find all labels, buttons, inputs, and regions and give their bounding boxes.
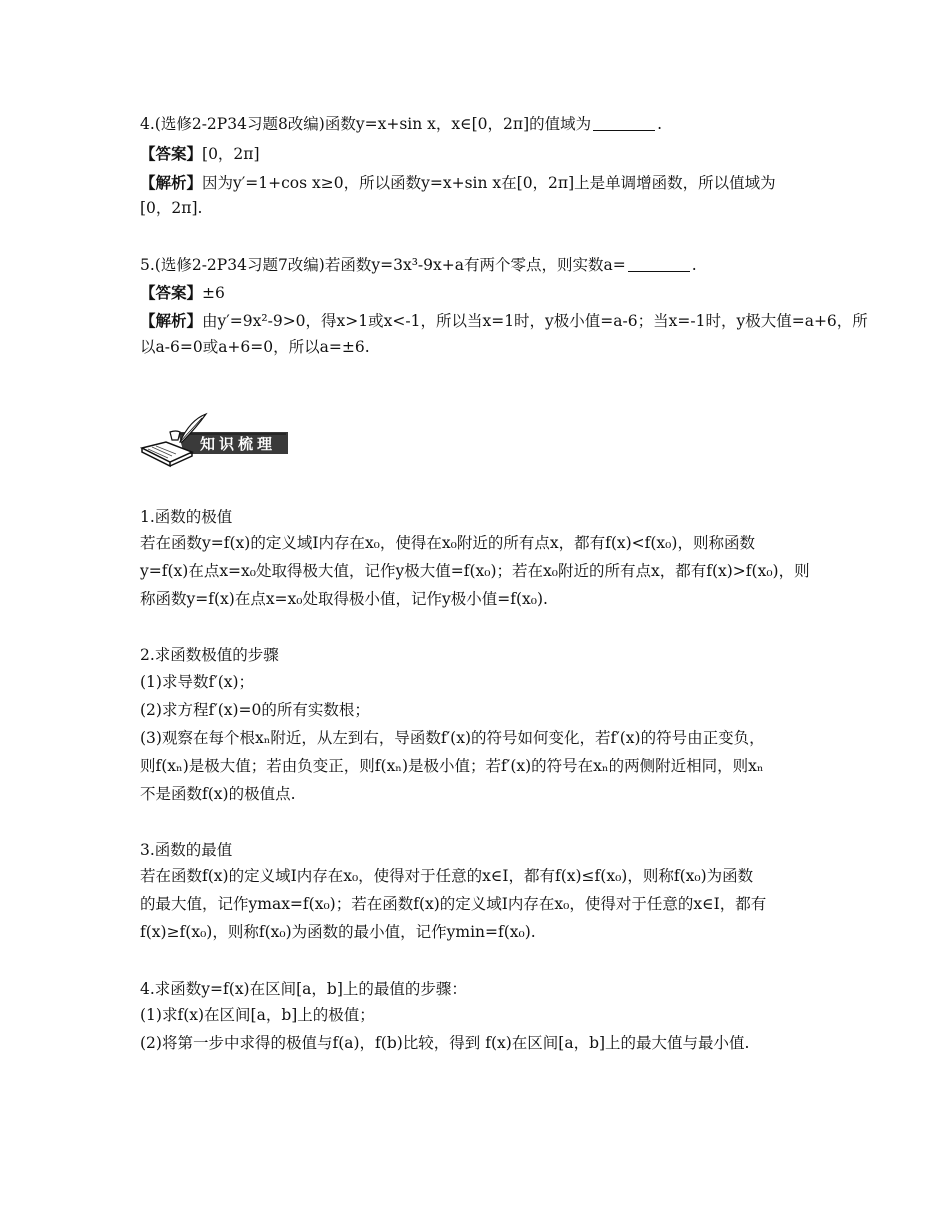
knowledge-2-line: (1)求导数f′(x)； [140, 673, 255, 691]
answer-label: 【答案】 [140, 283, 203, 302]
problem-4-analysis-cont: [0，2π]. [140, 199, 203, 217]
problem-4-analysis: 【解析】因为y′=1+cos x≥0，所以函数y=x+sin x在[0，2π]上是单调增函数，所以值域为 [140, 173, 776, 192]
answer-label: 【答案】 [140, 144, 203, 163]
knowledge-3-heading: 3.函数的最值 [140, 841, 233, 859]
problem-5-answer [140, 283, 225, 303]
answer-value: ±6 [202, 284, 225, 302]
knowledge-2-line: 不是函数f(x)的极值点. [140, 785, 296, 803]
section-header [140, 412, 300, 468]
analysis-label: 【解析】 [140, 173, 203, 192]
problem-5-question: 5.(选修2-2P34习题7改编)若函数y=3x³-9x+a有两个零点，则实数a= . [140, 256, 697, 274]
knowledge-4-heading: 4.求函数y=f(x)在区间[a，b]上的最值的步骤： [140, 980, 467, 998]
problem-5-analysis: 【解析】由y′=9x²-9>0，得x>1或x<-1，所以当x=1时，y极小值=a-6；当x=-1时，y极大值=a+6，所 [140, 311, 868, 330]
knowledge-2-line: 则f(xₙ)是极大值；若由负变正，则f(xₙ)是极小值；若f′(x)的符号在xₙ的两侧附近相同，则xₙ [140, 757, 764, 775]
answer-value: [0，2π] [202, 145, 260, 163]
knowledge-2-line: (2)求方程f′(x)=0的所有实数根； [140, 701, 370, 719]
knowledge-2-heading: 2.求函数极值的步骤 [140, 646, 279, 664]
knowledge-1-line: 称函数y=f(x)在点x=x₀处取得极小值，记作y极小值=f(x₀). [140, 590, 548, 608]
answer-blank [593, 116, 655, 131]
problem-4-question: 4.(选修2-2P34习题8改编)函数y=x+sin x，x∈[0，2π]的值域为 . [140, 115, 663, 133]
knowledge-3-line: f(x)≥f(x₀)，则称f(x₀)为函数的最小值，记作ymin=f(x₀). [140, 923, 536, 941]
knowledge-4-line: (1)求f(x)在区间[a，b]上的极值； [140, 1006, 375, 1024]
knowledge-1-line: 若在函数y=f(x)的定义域I内存在x₀，使得在x₀附近的所有点x，都有f(x)<f(x₀)，则称函数 [140, 534, 755, 552]
answer-blank [628, 257, 690, 272]
knowledge-1-heading: 1.函数的极值 [140, 508, 233, 526]
analysis-label: 【解析】 [140, 311, 203, 330]
problem-5-analysis-cont: 以a-6=0或a+6=0，所以a=±6. [140, 338, 370, 356]
knowledge-3-line: 若在函数f(x)的定义域I内存在x₀，使得对于任意的x∈I，都有f(x)≤f(x₀)，则称f(x₀)为函数 [140, 867, 754, 885]
knowledge-1-line: y=f(x)在点x=x₀处取得极大值，记作y极大值=f(x₀)；若在x₀附近的所有点x，都有f(x)>f(x₀)，则 [140, 562, 810, 580]
knowledge-2-line: (3)观察在每个根xₙ附近，从左到右，导函数f′(x)的符号如何变化，若f′(x)的符号由正变负， [140, 729, 765, 747]
knowledge-4-line: (2)将第一步中求得的极值与f(a)，f(b)比较，得到 f(x)在区间[a，b]上的最大值与最小值. [140, 1034, 750, 1052]
section-header-title: 知识梳理 [200, 435, 277, 453]
knowledge-3-line: 的最大值，记作ymax=f(x₀)；若在函数f(x)的定义域I内存在x₀，使得对于任意的x∈I，都有 [140, 895, 767, 913]
problem-4-answer [140, 144, 260, 164]
